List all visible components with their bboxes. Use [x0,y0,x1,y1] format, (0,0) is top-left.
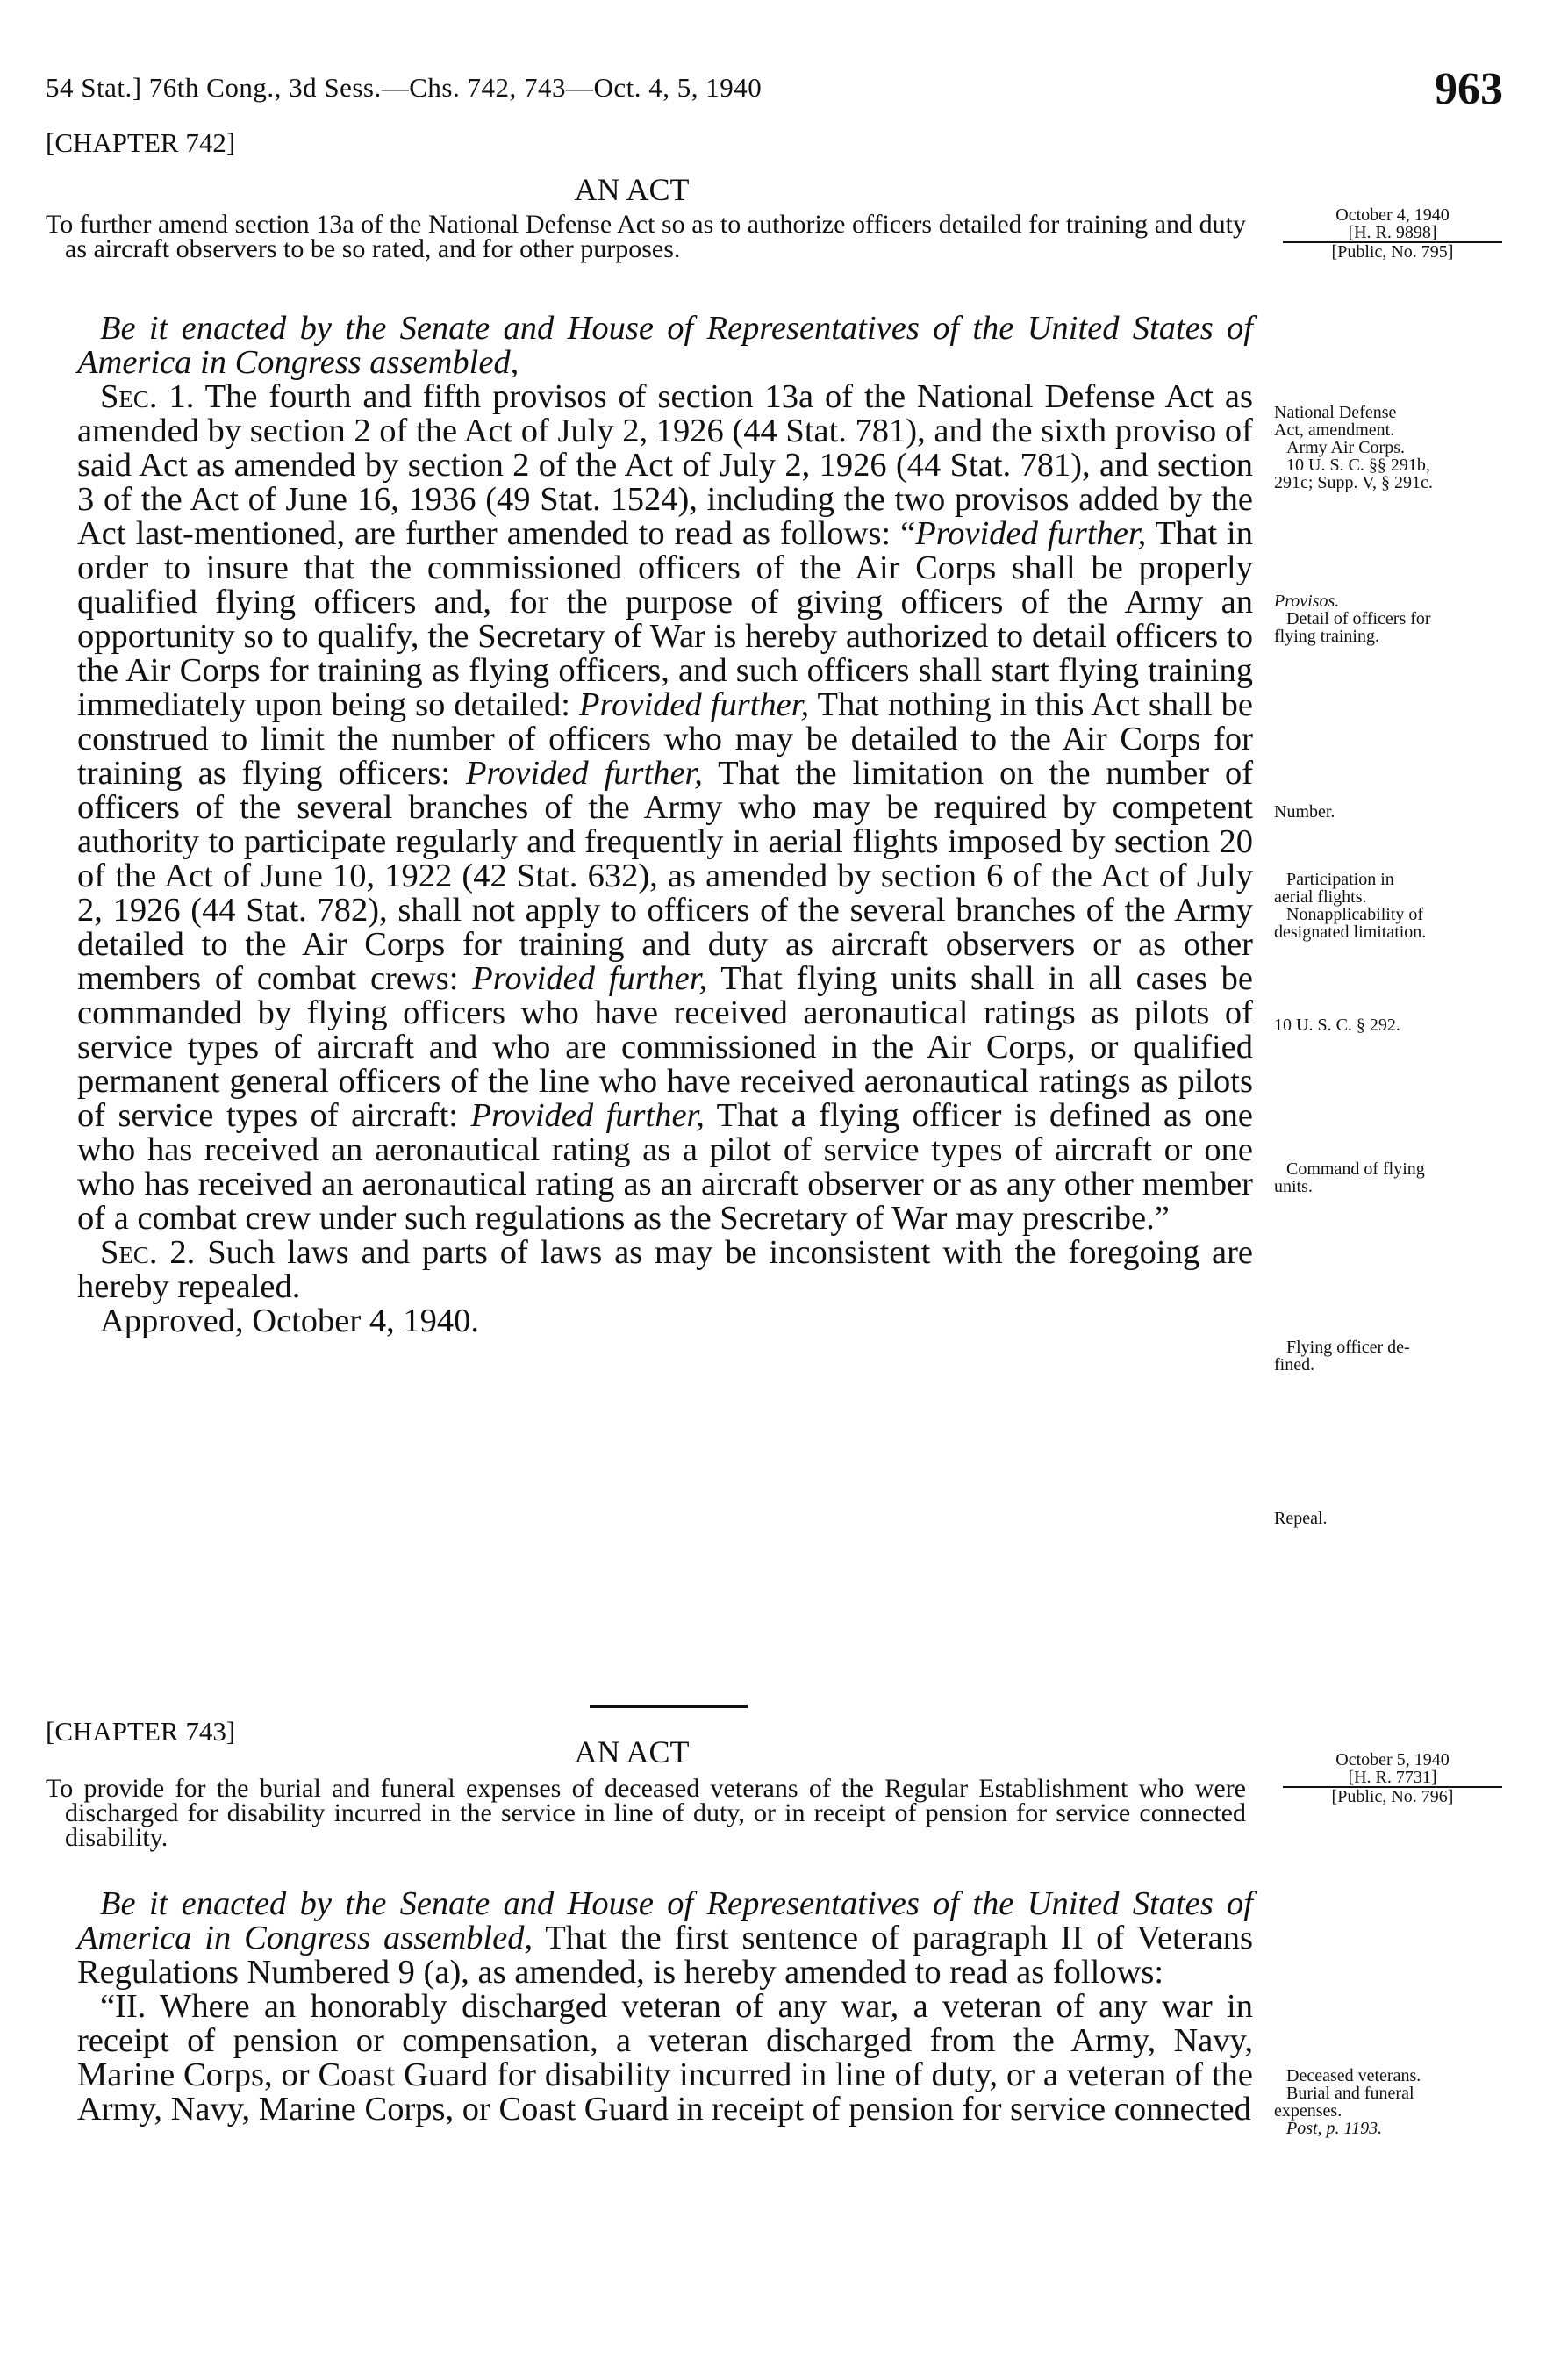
note-participation [1274,871,1529,941]
section-1-text-f: That a flying officer is defined as one who has received an aeronautical rating as a pilot of service types of aircraft or one who has received an aeronautical rating as an aircraft observer or as any other member of a combat crew under such regulations as the Secretary of War may prescribe.” [77,1097,1254,1237]
chapter-743-label: [CHAPTER 743] [46,1716,236,1747]
note-line: Nonapplicability of [1286,905,1424,924]
proviso-1-label: Provided further, [915,515,1147,552]
proviso-4-label: Provided further, [472,960,708,997]
chapter-742-date: October 4, 1940 [1335,205,1450,225]
chapter-742-section-1 [77,380,1253,1236]
chapter-743-enacting-rest: That the first sentence of paragraph II of Veterans Regulations Numbered 9 (a), as amended, is hereby amended to read as follows: [77,1920,1253,1991]
chapter-743-public-law: [Public, No. 796] [1331,1787,1454,1806]
chapter-743-body [77,1887,1253,2127]
chapter-742-title: To further amend section 13a of the National Defense Act so as to authorize officers detailed for training and duty as aircraft observers to be so rated, and for other purposes. [46,210,1246,263]
chapter-743-enacting-clause [77,1887,1253,1990]
note-line: Command of flying [1286,1159,1425,1179]
note-provisos [1274,592,1529,645]
section-1-label: Sec. 1. [100,378,195,415]
chapter-742-act-heading: AN ACT [574,172,690,207]
proviso-3-label: Provided further, [465,755,703,792]
note-line: National Defense [1274,403,1397,422]
note-line: Number. [1274,802,1335,822]
section-1-text-d: That the limitation on the number of officers of the several branches of the Army who may be required by competent authority to participate regularly and frequently in aerial flights imposed by section 20 of the Act of June 10, 1922 (42 Stat. 632), as amended by section 6 of the Act of July 2, 1926 (44 Stat. 782), shall not apply to officers of the several branches of the Army detailed to the Air Corps for training and duty as aircraft observers or as other members of combat crews: [77,755,1254,997]
note-command-flying-units [1274,1160,1529,1195]
note-line: Post, p. 1193. [1286,2119,1383,2138]
chapter-743-date: October 5, 1940 [1335,1750,1450,1769]
note-line: 291c; Supp. V, § 291c. [1274,473,1433,492]
chapter-743-bill: [H. R. 7731] [1283,1769,1502,1788]
note-line: Deceased veterans. [1286,2066,1421,2085]
proviso-5-label: Provided further, [470,1097,705,1134]
note-deceased-veterans [1274,2067,1529,2137]
chapter-742-enacting-clause: Be it enacted by the Senate and House of Representatives of the United States of America in Congress assembled, [77,310,1253,381]
chapter-743-title: To provide for the burial and funeral expenses of deceased veterans of the Regular Establishment who were discharged for disability incurred in the service in line of duty, or in receipt of pension for service connected disability. [46,1774,1246,1852]
chapter-742-approved: Approved, October 4, 1940. [100,1303,479,1339]
note-line: Provisos. [1274,592,1340,611]
running-header: 54 Stat.] 76th Cong., 3d Sess.—Chs. 742, 743—Oct. 4, 5, 1940 [46,72,763,103]
chapter-742-section-2 [77,1236,1253,1304]
chapter-742-label: [CHAPTER 742] [46,127,236,158]
note-line: Detail of officers for [1286,609,1431,628]
section-2-label: Sec. 2. [100,1234,196,1271]
note-line: fined. [1274,1355,1315,1374]
note-line: Army Air Corps. [1286,438,1405,457]
note-line: Act, amendment. [1274,420,1395,440]
note-national-defense [1274,404,1529,492]
note-line: Participation in [1286,870,1394,889]
note-line: designated limitation. [1274,922,1427,942]
section-1-text-a: The fourth and fifth provisos of section 13a of the National Defense Act as amended by section 2 of the Act of July 2, 1926 (44 Stat. 781), and the sixth proviso of said Act as amended by section 2 of the Act of July 2, 1926 (44 Stat. 781), and section 3 of the Act of June 16, 1936 (49 Stat. 1524), including the two provisos added by the Act last-mentioned, are further amended to read as follows: “ [77,378,1253,552]
chapter-742-bill: [H. R. 9898] [1283,224,1502,243]
chapter-743-bill-info [1283,1751,1502,1805]
note-flying-officer-defined [1274,1338,1529,1374]
note-line: Flying officer de- [1286,1338,1410,1357]
section-2-text: Such laws and parts of laws as may be inconsistent with the foregoing are hereby repealed. [77,1234,1254,1305]
note-usc-292 [1274,1016,1529,1034]
note-number [1274,803,1529,821]
note-line: units. [1274,1177,1313,1196]
chapter-742-body [77,312,1253,1338]
chapter-743-enacting-words: Be it enacted by the Senate and House of Representatives of the United States of America in Congress assembled, [77,1885,1253,1956]
note-line: flying training. [1274,627,1379,646]
note-line: Burial and funeral [1286,2084,1414,2103]
section-1-text-b: That in order to insure that the commissioned officers of the Air Corps shall be properly qualified flying officers and, for the purpose of giving officers of the Army an opportunity so to qualify, the Secretary of War is hereby authorized to detail officers to the Air Corps for training as flying officers, and such officers shall start flying training immediately upon being so detailed: [77,515,1253,723]
note-line: 10 U. S. C. § 292. [1274,1016,1400,1035]
page-number: 963 [1435,64,1503,114]
note-line: Repeal. [1274,1509,1328,1528]
note-line: expenses. [1274,2101,1342,2121]
section-1-text-c: That nothing in this Act shall be construed to limit the number of officers who may be detailed to the Air Corps for training as flying officers: [77,686,1254,792]
proviso-2-label: Provided further, [579,686,810,723]
chapter-separator-rule [590,1705,748,1708]
chapter-743-paragraph-ii: “II. Where an honorably discharged veteran of any war, a veteran of any war in receipt of pension or compensation, a veteran discharged from the Army, Navy, Marine Corps, or Coast Guard for disability incurred in line of duty, or a veteran of the Army, Navy, Marine Corps, or Coast Guard in receipt of pension for service connected [77,1988,1253,2128]
note-line: aerial flights. [1274,887,1367,907]
section-1-text-e: That flying units shall in all cases be commanded by flying officers who have received aeronautical ratings as pilots of service types of aircraft and who are commissioned in the Air Corps, or qualified permanent general officers of the line who have received aeronautical ratings as pilots of service types of aircraft: [77,960,1254,1134]
note-line: 10 U. S. C. §§ 291b, [1286,456,1430,475]
note-repeal [1274,1510,1529,1527]
chapter-742-public-law: [Public, No. 795] [1331,242,1454,262]
chapter-742-bill-info [1283,206,1502,261]
chapter-743-act-heading: AN ACT [574,1734,690,1769]
